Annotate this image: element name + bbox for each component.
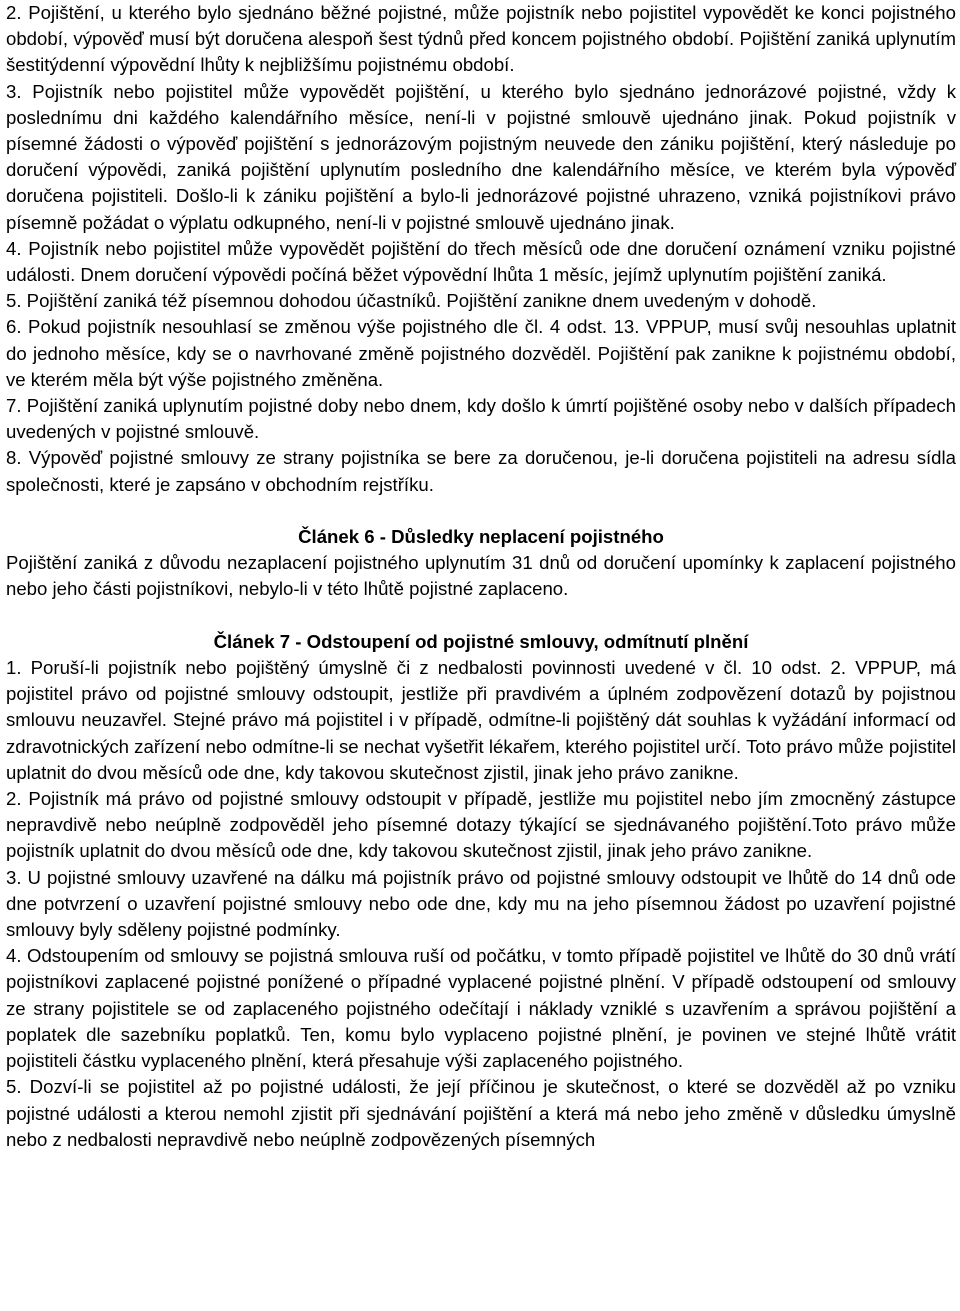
article-7-paragraph-1: 1. Poruší-li pojistník nebo pojištěný úmyslně či z nedbalosti povinnosti uvedené v čl. 10 odst. 2. VPPUP, má pojistitel právo od pojistné smlouvy odstoupit, jestliže při pravdivém a úplném zodpovězení dotazů by pojistnou smlouvu neuzavřel. Stejné právo má pojistitel i v případě, odmítne-li pojištěný dát souhlas k vyžádání informací od zdravotnických zařízení nebo odmítne-li se nechat vyšetřit lékařem, kterého pojistitel určí. Toto právo může pojistitel uplatnit do dvou měsíců ode dne, kdy takovou skutečnost zjistil, jinak jeho právo zanikne. [6,657,956,783]
paragraph-7: 7. Pojištění zaniká uplynutím pojistné doby nebo dnem, kdy došlo k úmrtí pojištěné osoby nebo v dalších případech uvedených v pojistné smlouvě. [6,395,956,443]
article-7-heading: Článek 7 - Odstoupení od pojistné smlouvy, odmítnutí plnění [213,630,749,652]
paragraph-6: 6. Pokud pojistník nesouhlasí se změnou výše pojistného dle čl. 4 odst. 13. VPPUP, musí svůj nesouhlas uplatnit do jednoho měsíce, kdy se o navrhované změně pojistného dozvěděl. Pojištění pak zanikne k pojistnému období, ve kterém měla být výše pojistného změněna. [6,316,956,390]
article-7-paragraph-2: 2. Pojistník má právo od pojistné smlouvy odstoupit v případě, jestliže mu pojistitel nebo jím zmocněný zástupce nepravdivě nebo neúplně zodpověděl jeho písemné dotazy týkající se sjednávaného pojištění.Toto právo může pojistník uplatnit do dvou měsíců ode dne, kdy takovou skutečnost zjistil, jinak jeho právo zanikne. [6,788,956,862]
article-7-paragraph-5: 5. Dozví-li se pojistitel až po pojistné události, že její příčinou je skutečnost, o které se dozvěděl až po vzniku pojistné události a kterou nemohl zjistit při sjednávání pojištění a která má nebo jeho změně v důsledku úmyslně nebo z nedbalosti nepravdivě nebo neúplně zodpovězených písemných [6,1076,956,1150]
section-termination [6,0,956,498]
article-7-paragraph-4: 4. Odstoupením od smlouvy se pojistná smlouva ruší od počátku, v tomto případě pojistitel ve lhůtě do 30 dnů vrátí pojistníkovi zaplacené pojistné ponížené o případné vyplacené pojistné plnění. V případě odstoupení od smlouvy ze strany pojistitele se od zaplaceného pojistného odečítají i náklady vzniklé s uzavřením a správou pojištění a poplatek dle sazebníku poplatků. Ten, komu bylo vyplaceno pojistné plnění, je povinen ve stejné lhůtě vrátit pojistiteli částku vyplaceného plnění, která přesahuje výši zaplaceného pojistného. [6,945,956,1072]
article-7 [6,629,956,1153]
paragraph-4: 4. Pojistník nebo pojistitel může vypovědět pojištění do třech měsíců ode dne doručení oznámení vzniku pojistné události. Dnem doručení výpovědi počíná běžet výpovědní lhůta 1 měsíc, jejímž uplynutím pojištění zaniká. [6,237,956,286]
paragraph-3: 3. Pojistník nebo pojistitel může vypovědět pojištění, u kterého bylo sjednáno jednorázové pojistné, vždy k poslednímu dni každého kalendářního měsíce, není-li v pojistné smlouvě ujednáno jinak. Pokud pojistník v písemné žádosti o výpověď pojištění s jednorázovým pojistným neuvede den zániku pojištění, který následuje po doručení výpovědi, zaniká pojištění uplynutím posledního dne kalendářního měsíce, ve kterém byla výpověď doručena pojistiteli. Došlo-li k zániku pojištění a bylo-li jednorázové pojistné uhrazeno, vzniká pojistníkovi právo písemně požádat o výplatu odkupného, není-li v pojistné smlouvě ujednáno jinak. [6,80,956,233]
article-6-heading: Článek 6 - Důsledky neplacení pojistného [298,526,664,548]
article-6 [6,524,956,603]
article-6-paragraph: Pojištění zaniká z důvodu nezaplacení pojistného uplynutím 31 dnů od doručení upomínky k zaplacení pojistného nebo jeho části pojistníkovi, nebylo-li v této lhůtě pojistné zaplaceno. [6,552,956,600]
document-page [6,0,956,1153]
article-7-paragraph-3: 3. U pojistné smlouvy uzavřené na dálku má pojistník právo od pojistné smlouvy odstoupit ve lhůtě do 14 dnů ode dne potvrzení o uzavření pojistné smlouvy nebo ode dne, kdy mu na jeho písemnou žádost po uzavření pojistné smlouvy byly sděleny pojistné podmínky. [6,866,956,941]
paragraph-2: 2. Pojištění, u kterého bylo sjednáno běžné pojistné, může pojistník nebo pojistitel vypovědět ke konci pojistného období, výpověď musí být doručena alespoň šest týdnů před koncem pojistného období. Pojištění zaniká uplynutím šestitýdenní výpovědní lhůty k nejbližšímu pojistnému období. [6,2,956,76]
paragraph-8: 8. Výpověď pojistné smlouvy ze strany pojistníka se bere za doručenou, je-li doručena pojistiteli na adresu sídla společnosti, které je zapsáno v obchodním rejstříku. [6,447,956,495]
paragraph-5: 5. Pojištění zaniká též písemnou dohodou účastníků. Pojištění zanikne dnem uvedeným v dohodě. [6,290,817,312]
